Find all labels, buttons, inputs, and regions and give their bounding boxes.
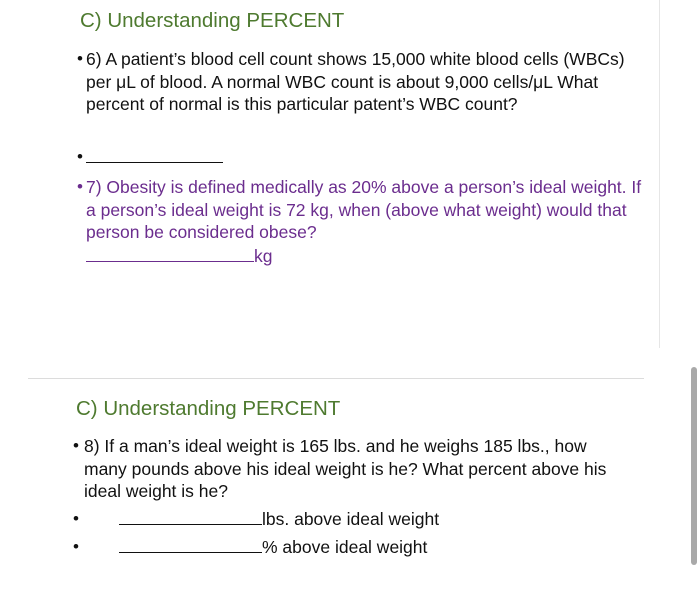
question-7 [86,176,646,244]
answer-7-unit: kg [254,246,273,266]
bullet-q8: • [73,436,79,455]
question-7-text: 7) Obesity is defined medically as 20% above a person’s ideal weight. If a person’s ideal weight is 72 kg, when (above what weight) would that person be considered obese? [86,177,642,242]
bullet-answer-8a: • [73,509,79,528]
bullet-q6: • [77,49,83,68]
answer-8a-label: lbs. above ideal weight [262,509,440,529]
answer-8a-line[interactable] [119,508,439,530]
answer-7-line[interactable] [86,245,272,267]
question-8 [84,435,624,503]
answer-8a-blank[interactable] [119,508,262,525]
question-6-text: 6) A patient’s blood cell count shows 15,000 white blood cells (WBCs) per μL of blood. A normal WBC count is about 9,000 cells/μL What percent of normal is this particular patent’s WBC count? [86,49,625,114]
answer-8b-label: % above ideal weight [262,537,428,557]
slide-2-title: C) Understanding PERCENT [76,397,341,420]
answer-8b-blank[interactable] [119,536,262,553]
slide-edge [659,0,660,348]
answer-8b-line[interactable] [119,536,427,558]
question-6 [86,48,646,116]
bullet-answer-8b: • [73,537,79,556]
bullet-q7: • [77,177,83,196]
slide-2 [0,380,660,591]
answer-7-blank[interactable] [86,245,254,262]
answer-6-blank[interactable] [86,146,223,163]
question-8-text: 8) If a man’s ideal weight is 165 lbs. and he weighs 185 lbs., how many pounds above his ideal weight is he? What percent above his ideal weight is he? [84,436,607,501]
scrollbar[interactable] [691,367,697,565]
slide-divider [28,378,644,379]
slide-1-title: C) Understanding PERCENT [80,9,345,32]
answer-6-line[interactable] [86,146,223,168]
bullet-answer-6: • [77,147,83,166]
